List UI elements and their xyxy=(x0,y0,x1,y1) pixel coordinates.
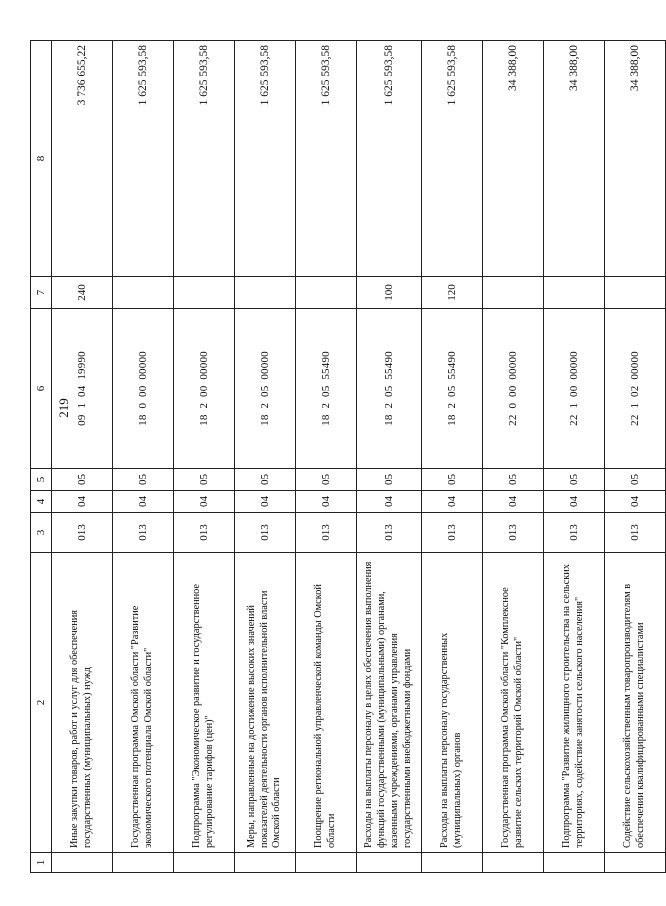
expense-type-cell: 100 xyxy=(357,277,422,309)
target-article-cell: 18 2 05 55490 xyxy=(357,309,422,469)
col-header-1: 1 xyxy=(31,853,52,873)
row-number-cell xyxy=(357,853,422,873)
section-code-cell: 04 xyxy=(296,491,357,513)
ministry-code-cell: 013 xyxy=(605,513,666,553)
expense-type-cell xyxy=(296,277,357,309)
row-number-cell xyxy=(113,853,174,873)
row-number-cell xyxy=(544,853,605,873)
target-article-cell: 22 0 00 00000 xyxy=(483,309,544,469)
col-header-3: 3 xyxy=(31,513,52,553)
section-code-cell: 04 xyxy=(422,491,483,513)
ministry-code-cell: 013 xyxy=(422,513,483,553)
row-number-cell xyxy=(605,853,666,873)
amount-cell: 1 625 593,58 xyxy=(422,41,483,277)
target-article-cell: 18 2 05 55490 xyxy=(296,309,357,469)
budget-table xyxy=(30,40,666,873)
description-cell: Подпрограмма "Экономическое развитие и государственное регулирование тарифов (цен)" xyxy=(174,553,235,853)
row-number-cell xyxy=(52,853,113,873)
target-article-cell: 22 1 00 00000 xyxy=(544,309,605,469)
amount-cell: 1 625 593,58 xyxy=(113,41,174,277)
table-row xyxy=(544,41,605,873)
rotated-document-page xyxy=(0,23,646,893)
ministry-code-cell: 013 xyxy=(174,513,235,553)
header-row xyxy=(31,41,52,873)
row-number-cell xyxy=(483,853,544,873)
description-cell: Государственная программа Омской области "Комплексное развитие сельских территорий Омской области" xyxy=(483,553,544,853)
section-code-cell: 04 xyxy=(605,491,666,513)
description-cell: Поощрение региональной управленческой команды Омской области xyxy=(296,553,357,853)
table-row xyxy=(296,41,357,873)
target-article-cell: 22 1 02 00000 xyxy=(605,309,666,469)
section-code-cell: 04 xyxy=(544,491,605,513)
expense-type-cell xyxy=(235,277,296,309)
col-header-6: 6 xyxy=(31,309,52,469)
expense-type-cell: 240 xyxy=(52,277,113,309)
ministry-code-cell: 013 xyxy=(52,513,113,553)
table-row xyxy=(52,41,113,873)
section-code-cell: 04 xyxy=(235,491,296,513)
row-number-cell xyxy=(235,853,296,873)
amount-cell: 34 388,00 xyxy=(605,41,666,277)
table-row xyxy=(605,41,666,873)
description-cell: Иные закупки товаров, работ и услуг для обеспечения государственных (муниципальных) нужд xyxy=(52,553,113,853)
table-row xyxy=(483,41,544,873)
expense-type-cell xyxy=(113,277,174,309)
subsection-code-cell: 05 xyxy=(113,469,174,491)
amount-cell: 1 625 593,58 xyxy=(174,41,235,277)
table-row xyxy=(113,41,174,873)
table-row xyxy=(174,41,235,873)
description-cell: Государственная программа Омской области "Развитие экономического потенциала Омской области" xyxy=(113,553,174,853)
amount-cell: 34 388,00 xyxy=(544,41,605,277)
target-article-cell: 18 0 00 00000 xyxy=(113,309,174,469)
target-article-cell: 18 2 05 55490 xyxy=(422,309,483,469)
table-row xyxy=(422,41,483,873)
ministry-code-cell: 013 xyxy=(113,513,174,553)
table-row xyxy=(357,41,422,873)
row-number-cell xyxy=(422,853,483,873)
col-header-5: 5 xyxy=(31,469,52,491)
row-number-cell xyxy=(174,853,235,873)
ministry-code-cell: 013 xyxy=(357,513,422,553)
expense-type-cell xyxy=(544,277,605,309)
target-article-cell: 18 2 05 00000 xyxy=(235,309,296,469)
col-header-7: 7 xyxy=(31,277,52,309)
row-number-cell xyxy=(296,853,357,873)
subsection-code-cell: 05 xyxy=(422,469,483,491)
amount-cell: 1 625 593,58 xyxy=(357,41,422,277)
subsection-code-cell: 05 xyxy=(483,469,544,491)
description-cell: Расходы на выплаты персоналу государственных (муниципальных) органов xyxy=(422,553,483,853)
subsection-code-cell: 05 xyxy=(357,469,422,491)
expense-type-cell: 120 xyxy=(422,277,483,309)
page-number: 219 xyxy=(56,398,71,418)
amount-cell: 3 736 655,22 xyxy=(52,41,113,277)
amount-cell: 1 625 593,58 xyxy=(296,41,357,277)
subsection-code-cell: 05 xyxy=(52,469,113,491)
expense-type-cell xyxy=(605,277,666,309)
section-code-cell: 04 xyxy=(174,491,235,513)
col-header-8: 8 xyxy=(31,41,52,277)
subsection-code-cell: 05 xyxy=(605,469,666,491)
ministry-code-cell: 013 xyxy=(544,513,605,553)
target-article-cell: 18 2 00 00000 xyxy=(174,309,235,469)
table-row xyxy=(235,41,296,873)
description-cell: Расходы на выплаты персоналу в целях обеспечения выполнения функций государственными (муниципальными) органами, казенными учреждениями, органами управления государственными внебюджетными фондами xyxy=(357,553,422,853)
section-code-cell: 04 xyxy=(113,491,174,513)
subsection-code-cell: 05 xyxy=(174,469,235,491)
subsection-code-cell: 05 xyxy=(235,469,296,491)
ministry-code-cell: 013 xyxy=(483,513,544,553)
description-cell: Содействие сельскохозяйственным товаропроизводителям в обеспечении квалифицированными специалистами xyxy=(605,553,666,853)
expense-type-cell xyxy=(174,277,235,309)
section-code-cell: 04 xyxy=(357,491,422,513)
ministry-code-cell: 013 xyxy=(296,513,357,553)
description-cell: Меры, направленные на достижение высоких значений показателей деятельности органов исполнительной власти Омской области xyxy=(235,553,296,853)
col-header-2: 2 xyxy=(31,553,52,853)
section-code-cell: 04 xyxy=(483,491,544,513)
description-cell: Подпрограмма "Развитие жилищного строительства на сельских территориях, содействие занятости сельского населения" xyxy=(544,553,605,853)
target-article-cell: 09 1 04 19990 xyxy=(52,309,113,469)
col-header-4: 4 xyxy=(31,491,52,513)
expense-type-cell xyxy=(483,277,544,309)
subsection-code-cell: 05 xyxy=(296,469,357,491)
amount-cell: 1 625 593,58 xyxy=(235,41,296,277)
section-code-cell: 04 xyxy=(52,491,113,513)
amount-cell: 34 388,00 xyxy=(483,41,544,277)
ministry-code-cell: 013 xyxy=(235,513,296,553)
subsection-code-cell: 05 xyxy=(544,469,605,491)
